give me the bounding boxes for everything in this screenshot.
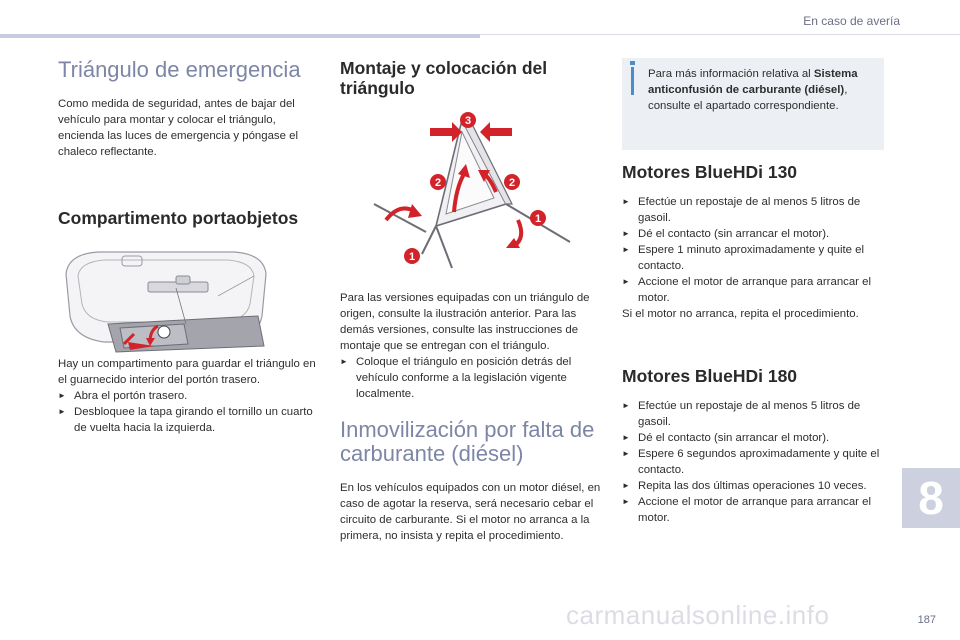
fuel-out-title: Inmovilización por falta de carburante (diésel) xyxy=(340,417,595,466)
mounting-title: Montaje y colocación del triángulo xyxy=(340,58,548,98)
header-rule xyxy=(480,34,960,35)
page-number: 187 xyxy=(917,614,936,626)
step-marker xyxy=(504,174,520,190)
bluehdi130-title: Motores BlueHDi 130 xyxy=(622,162,798,182)
list-item: ► Desbloquee la tapa girando el tornillo un cuarto de vuelta hacia la izquierda. xyxy=(58,404,320,436)
compartment-title: Compartimento portaobjetos xyxy=(58,208,299,228)
bluehdi180-steps xyxy=(622,398,884,526)
list-item: ► Dé el contacto (sin arrancar el motor). xyxy=(622,226,884,242)
list-item: ► Efectúe un repostaje de al menos 5 litros de gasoil. xyxy=(622,194,884,226)
svg-text:2: 2 xyxy=(508,177,516,189)
list-item: ► Repita las dos últimas operaciones 10 veces. xyxy=(622,478,884,494)
svg-text:1: 1 xyxy=(408,251,416,263)
svg-text:3: 3 xyxy=(464,115,472,127)
list-item: ► Espere 6 segundos aproximadamente y quite el contacto. xyxy=(622,446,884,478)
header-bar xyxy=(0,34,480,38)
svg-text:1: 1 xyxy=(534,213,542,225)
list-item: ► Accione el motor de arranque para arrancar el motor. xyxy=(622,494,884,526)
info-icon xyxy=(630,61,635,65)
step-marker xyxy=(530,210,546,226)
column-2 xyxy=(340,58,602,98)
tailgate-illustration xyxy=(58,246,274,356)
list-item: ► Accione el motor de arranque para arrancar el motor. xyxy=(622,274,884,306)
compartment-steps xyxy=(58,388,320,436)
step-marker xyxy=(404,248,420,264)
column-1 xyxy=(58,58,320,228)
triangle-title: Triángulo de emergencia xyxy=(58,57,301,82)
step-marker xyxy=(430,174,446,190)
column-2-lower xyxy=(340,290,602,544)
list-item: ► Espere 1 minuto aproximadamente y quite el contacto. xyxy=(622,242,884,274)
list-item: ► Coloque el triángulo en posición detrás del vehículo conforme a la legislación vigente localmente. xyxy=(340,354,602,402)
bluehdi130-steps xyxy=(622,194,884,306)
info-icon-bar xyxy=(631,67,634,95)
bluehdi130-note: Si el motor no arranca, repita el procedimiento. xyxy=(622,308,859,320)
column-3 xyxy=(622,162,884,526)
step-marker xyxy=(460,112,476,128)
info-link: Sistema anticonfusión de carburante (diésel) xyxy=(648,68,858,96)
column-1-lower xyxy=(58,356,320,436)
bluehdi180-title: Motores BlueHDi 180 xyxy=(622,366,798,386)
mounting-steps xyxy=(340,354,602,402)
list-item: ► Abra el portón trasero. xyxy=(58,388,320,404)
chapter-tab: 8 xyxy=(902,468,960,528)
triangle-assembly-diagram xyxy=(366,108,586,284)
list-item: ► Efectúe un repostaje de al menos 5 litros de gasoil. xyxy=(622,398,884,430)
triangle-intro: Como medida de seguridad, antes de bajar del vehículo para montar y colocar el triángulo, encienda las luces de emergencia y póngase el chaleco reflectante. xyxy=(58,98,298,158)
section-title: En caso de avería xyxy=(803,14,900,28)
mounting-body: Para las versiones equipadas con un triángulo de origen, consulte la ilustración anterior. Para las demás versiones, consulte las instrucciones de montaje que se entregan con el triángulo. xyxy=(340,292,590,352)
info-text: Para más información relativa al Sistema anticonfusión de carburante (diésel), consulte el apartado correspondiente. xyxy=(648,68,858,112)
fuel-out-body: En los vehículos equipados con un motor diésel, en caso de agotar la reserva, será necesario cebar el circuito de carburante. Si el motor no arranca a la primera, no insista y repita el procedimiento. xyxy=(340,482,601,542)
watermark: carmanualsonline.info xyxy=(566,600,830,630)
svg-text:2: 2 xyxy=(434,177,442,189)
list-item: ► Dé el contacto (sin arrancar el motor). xyxy=(622,430,884,446)
compartment-body: Hay un compartimento para guardar el triángulo en el guarnecido interior del portón trasero. xyxy=(58,358,316,386)
